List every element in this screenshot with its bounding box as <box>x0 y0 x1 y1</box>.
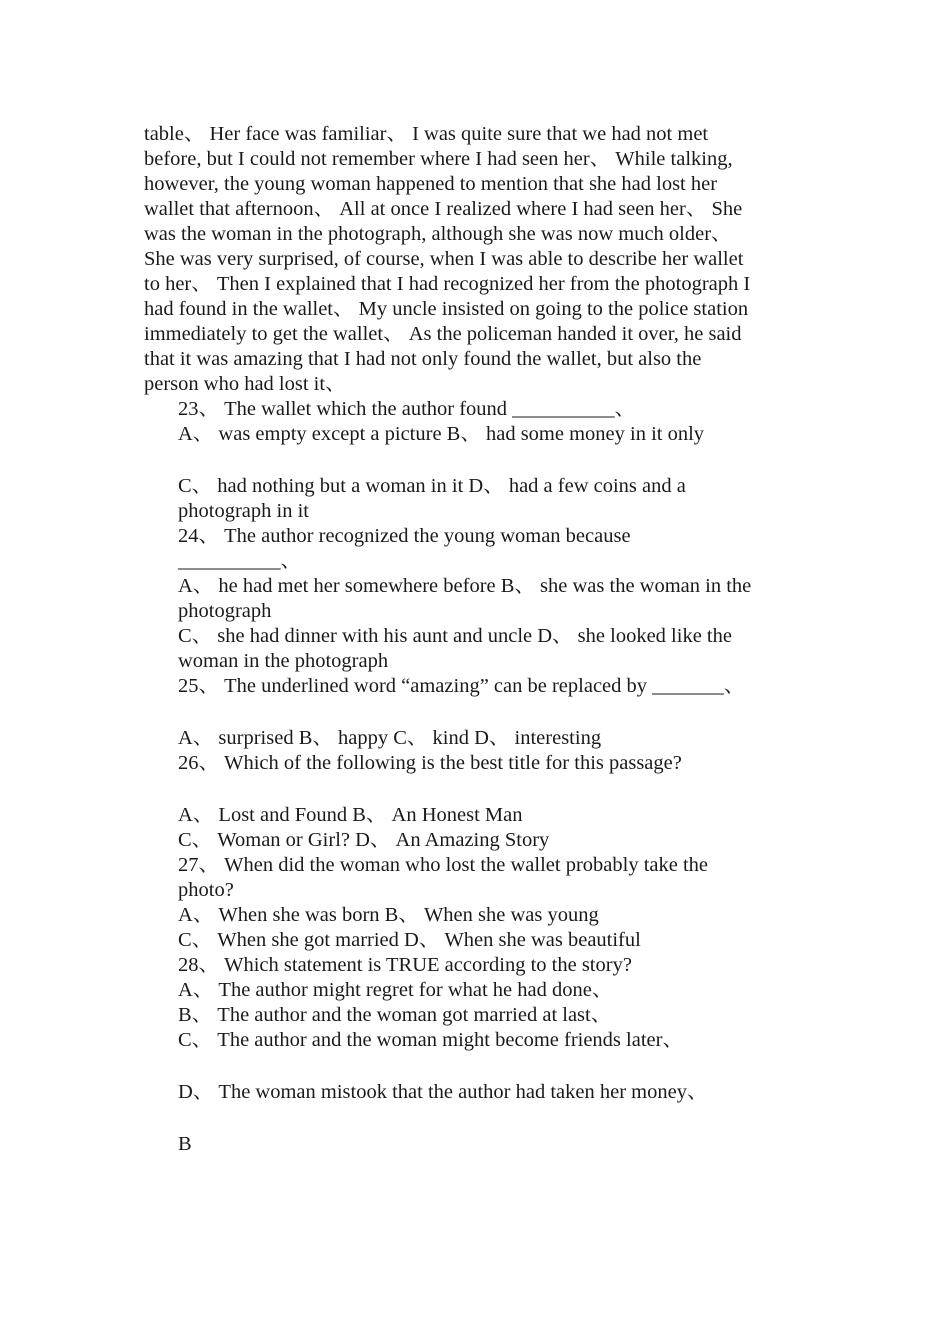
passage-line: however, the young woman happened to mention that she had lost her <box>144 173 718 195</box>
option-row <box>144 803 808 828</box>
question-stem <box>144 397 808 422</box>
question <box>144 524 808 674</box>
option-row <box>144 1028 808 1053</box>
option-row <box>144 624 808 674</box>
option-line: C、 Woman or Girl? D、 An Amazing Story <box>178 829 550 851</box>
question-stem-line: 28、 Which statement is TRUE according to the story? <box>178 954 632 976</box>
option-line: woman in the photograph <box>178 650 389 672</box>
option-line: C、 she had dinner with his aunt and uncle D、 she looked like the <box>178 625 732 647</box>
option-line: A、 he had met her somewhere before B、 she was the woman in the <box>178 575 752 597</box>
question-list <box>144 397 808 1105</box>
option-line: A、 Lost and Found B、 An Honest Man <box>178 804 523 826</box>
passage-line: was the woman in the photograph, although she was now much older、 <box>144 223 732 245</box>
option-line: A、 surprised B、 happy C、 kind D、 interesting <box>178 727 602 749</box>
question <box>144 953 808 1105</box>
question-stem-line: 26、 Which of the following is the best title for this passage? <box>178 752 682 774</box>
passage-line: person who had lost it、 <box>144 373 346 395</box>
answer-text: B <box>178 1133 192 1155</box>
option-row <box>144 1080 808 1105</box>
option-line: B、 The author and the woman got married at last、 <box>178 1004 612 1026</box>
passage-text <box>144 122 808 397</box>
question-stem <box>144 953 808 978</box>
document-page <box>144 122 808 1157</box>
question-stem-line: __________、 <box>178 550 301 572</box>
option-line: A、 When she was born B、 When she was young <box>178 904 599 926</box>
option-line: photograph <box>178 600 272 622</box>
question-stem-line: 27、 When did the woman who lost the wallet probably take the <box>178 854 709 876</box>
option-line: A、 was empty except a picture B、 had some money in it only <box>178 423 705 445</box>
question-stem <box>144 751 808 776</box>
option-line: D、 The woman mistook that the author had taken her money、 <box>178 1081 708 1103</box>
passage-line: that it was amazing that I had not only found the wallet, but also the <box>144 348 702 370</box>
passage-line: had found in the wallet、 My uncle insisted on going to the police station <box>144 298 749 320</box>
option-row <box>144 574 808 624</box>
question-stem <box>144 674 808 699</box>
option-row <box>144 422 808 447</box>
option-line: C、 The author and the woman might become friends later、 <box>178 1029 683 1051</box>
option-line: A、 The author might regret for what he had done、 <box>178 979 613 1001</box>
passage-line: She was very surprised, of course, when I was able to describe her wallet <box>144 248 744 270</box>
question-stem-line: 23、 The wallet which the author found __________、 <box>178 398 636 420</box>
question <box>144 853 808 953</box>
option-row <box>144 828 808 853</box>
question-stem <box>144 853 808 903</box>
question-stem-line: 25、 The underlined word “amazing” can be replaced by _______、 <box>178 675 745 697</box>
question <box>144 751 808 853</box>
option-row <box>144 903 808 928</box>
option-row <box>144 726 808 751</box>
option-row <box>144 474 808 524</box>
option-line: C、 had nothing but a woman in it D、 had a few coins and a <box>178 475 686 497</box>
option-row <box>144 928 808 953</box>
passage-line: table、 Her face was familiar、 I was quite sure that we had not met <box>144 123 709 145</box>
passage-line: wallet that afternoon、 All at once I realized where I had seen her、 She <box>144 198 743 220</box>
question-stem-line: photo? <box>178 879 234 901</box>
passage-line: to her、 Then I explained that I had recognized her from the photograph I <box>144 273 751 295</box>
question-stem <box>144 524 808 574</box>
passage-line: before, but I could not remember where I had seen her、 While talking, <box>144 148 733 170</box>
option-row <box>144 978 808 1003</box>
option-line: photograph in it <box>178 500 309 522</box>
passage-line: immediately to get the wallet、 As the policeman handed it over, he said <box>144 323 742 345</box>
question-stem-line: 24、 The author recognized the young woman because <box>178 525 631 547</box>
option-row <box>144 1003 808 1028</box>
option-line: C、 When she got married D、 When she was beautiful <box>178 929 641 951</box>
question <box>144 397 808 524</box>
question <box>144 674 808 751</box>
